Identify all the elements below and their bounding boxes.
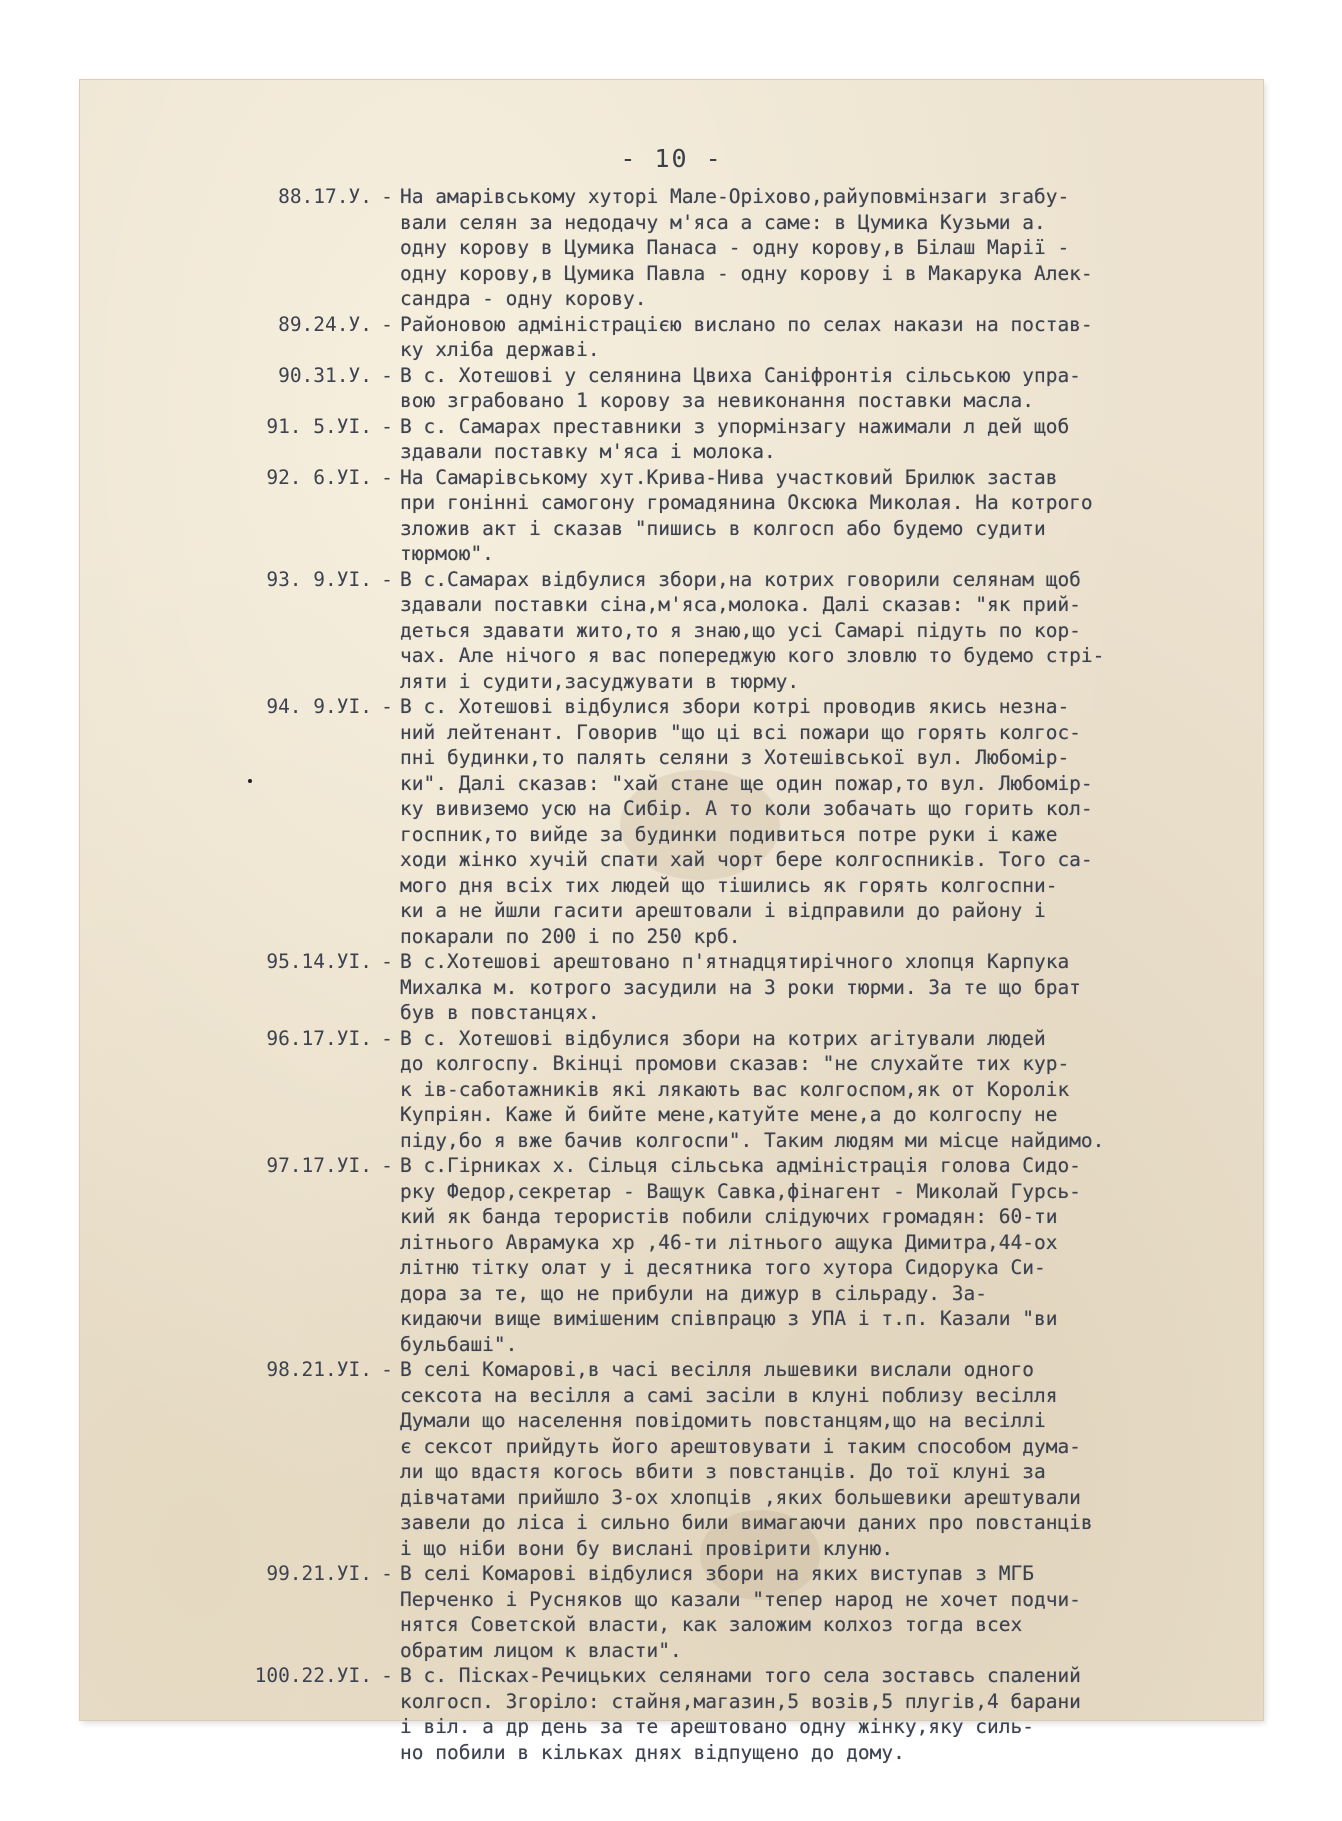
page-number: - 10 -	[620, 144, 723, 173]
entry-91	[168, 414, 1228, 465]
entry-date: 89.24.У.	[278, 312, 372, 336]
entry-date: 91. 5.УІ.	[266, 414, 372, 438]
entry-text: В с. Хотешові відбулися збори на котрих агітували людей до колгоспу. Вкінці промови сказав: "не слухайте тих кур- к ів-саботажників які лякають вас колгоспом,як от Королік Купріян. Каже й бийте мене,катуйте мене,а до колгоспу не піду,бо я вже бачив колгоспи". Таким людям ми місце найдимо.	[400, 1026, 1105, 1152]
entry-date: 94. 9.УІ.	[266, 695, 372, 718]
entry-dash: -	[381, 1562, 393, 1585]
entry-text: На амарівському хуторі Мале-Оріхово,райуповмінзаги згабу- вали селян за недодачу м'яса а саме: в Цумика Кузьми а. одну корову в Цумика Панаса - одну корову,в Білаш Марії - одну корову,в Цумика Павла - одну корову і в Макарука Алек- сандра - одну корову.	[400, 185, 1093, 310]
entry-98	[168, 1357, 1228, 1561]
entry-dash: -	[381, 363, 393, 387]
entry-text: В с.Хотешові арештовано п'ятнадцятирічного хлопця Карпука Михалка м. котрого засудили на 3 роки тюрми. За те що брат був в повстанцях.	[400, 950, 1081, 1024]
entry-dash: -	[381, 567, 393, 591]
entry-text: В с. Самарах преставники з упормінзагу нажимали л дей щоб здавали поставку м'яса і молока.	[400, 414, 1070, 463]
entry-dash: -	[381, 1154, 393, 1177]
entry-93	[168, 567, 1228, 695]
entry-date: 99.21.УІ.	[266, 1562, 372, 1585]
entry-97	[168, 1153, 1228, 1357]
entry-92	[168, 465, 1228, 567]
entry-text: В с.Самарах відбулися збори,на котрих говорили селянам щоб здавали поставки сіна,м'яса,молока. Далі сказав: "як прий- деться здавати жито,то я знаю,що усі Самарі підуть по кор- чах. Але нічого я вас попереджую кого зловлю то будемо стрі- ляти і судити,засуджувати в тюрму.	[400, 567, 1105, 693]
entry-date: 88.17.У.	[278, 185, 372, 208]
entry-94	[168, 694, 1228, 949]
entry-dash: -	[381, 1026, 393, 1050]
document-page	[80, 80, 1263, 1764]
entry-90	[168, 363, 1228, 414]
entry-96	[168, 1026, 1228, 1154]
entry-dash: -	[381, 414, 393, 438]
entry-text: На Самарівському хут.Крива-Нива участковий Брилюк застав при гонінні самогону громадянина Оксюка Миколая. На котрого зложив акт і сказав "пишись в колгосп або будемо судити тюрмою".	[400, 465, 1093, 565]
chronicle-entries	[168, 184, 1228, 1765]
entry-date: 96.17.УІ.	[266, 1026, 372, 1050]
entry-dash: -	[381, 695, 393, 718]
entry-dash: -	[381, 185, 393, 208]
ink-dot	[248, 779, 252, 783]
entry-text: Районовою адміністрацією вислано по селах накази на постав- ку хліба державі.	[400, 312, 1093, 361]
entry-text: В селі Комарові відбулися збори на яких виступав з МГБ Перченко і Русняков що казали "тепер народ не хочет подчи- нятся Советской власти, как заложим колхоз тогда всех обратим лицом к власти".	[400, 1562, 1081, 1662]
entry-88	[168, 184, 1228, 312]
entry-dash: -	[381, 950, 393, 973]
entry-text: В селі Комарові,в часі весілля льшевики вислали одного сексота на весілля а самі засіли в клуні поблизу весілля Думали що населення повідомить повстанцям,що на весіллі є сексот прийдуть його арештовувати і таким способом дума- ли що вдастя когось вбити з повстанців. До тої клуні за дівчатами прийшло 3-ох хлопців ,яких большевики арештували завели до ліса і сильно били вимагаючи даних про повстанців і що ніби вони бу вислані провірити клуню.	[400, 1358, 1093, 1560]
entry-100	[168, 1663, 1228, 1765]
entry-text: В с. Піскаx-Речицьких селянами того села зоставсь спалений колгосп. Згоріло: стайня,магазин,5 возів,5 плугів,4 барани і віл. а др день за те арештовано одну жінку,яку силь- но побили в кільках днях відпущено до дому.	[400, 1664, 1081, 1764]
entry-95	[168, 949, 1228, 1026]
entry-dash: -	[381, 1358, 393, 1381]
entry-date: 98.21.УІ.	[266, 1358, 372, 1381]
entry-date: 97.17.УІ.	[266, 1154, 372, 1177]
entry-dash: -	[381, 312, 393, 336]
entry-date: 93. 9.УІ.	[266, 567, 372, 591]
entry-text: В с.Гірниках х. Сільця сільська адміністрація голова Сидо- рку Федор,секретар - Ващук Савка,фінагент - Миколай Гурсь- кий як банда терористів побили слідуючих громадян: 60-ти літнього Аврамука хр ,46-ти літнього ащука Димитра,44-ох літню тітку олат у і десятника того хутора Сидорука Си- дора за те, що не прибули на дижур в сільраду. За- кидаючи вище вимішеним співпрацю з УПА і т.п. Казали "ви бульбаші".	[400, 1154, 1081, 1356]
entry-date: 90.31.У.	[278, 363, 372, 387]
entry-text: В с. Хотешові відбулися збори котрі проводив якись незна- ний лейтенант. Говорив "що ці всі пожари що горять колгос- пні будинки,то палять селяни з Хотешівської вул. Любомір- ки". Далі сказав: "хай стане ще один пожар,то вул. Любомір- ку вивиземо усю на Сибір. А то коли зобачать що горить кол- госпник,то вийде за будинки подивиться потре руки і каже ходи жінко хучій спати хай чорт бере колгоспників. Того са- мого дня всіх тих людей що тішились як горять колгоспни- ки а не йшли гасити арештовали і відправили до району і покарали по 200 і по 250 крб.	[400, 695, 1093, 948]
entry-99	[168, 1561, 1228, 1663]
entry-date: 100.22.УІ.	[254, 1664, 372, 1687]
entry-date: 95.14.УІ.	[266, 950, 372, 973]
entry-date: 92. 6.УІ.	[266, 465, 372, 489]
entry-89	[168, 312, 1228, 363]
entry-dash: -	[381, 465, 393, 489]
entry-dash: -	[381, 1664, 393, 1687]
entry-text: В с. Хотешові у селянина Цвиха Саніфронтія сільською упра- вою зграбовано 1 корову за невиконання поставки масла.	[400, 363, 1081, 412]
